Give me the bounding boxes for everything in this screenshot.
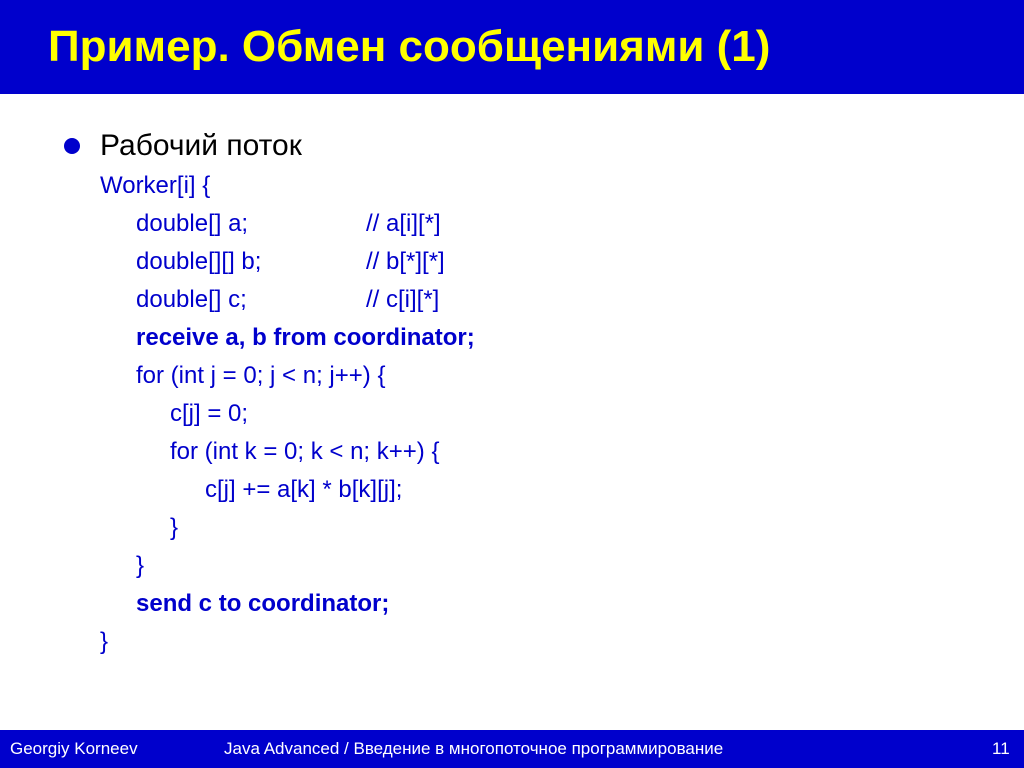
code-line-decl-b: double[][] b; xyxy=(136,248,262,275)
code-line-close-worker: } xyxy=(100,628,109,655)
code-comment-b: // b[*][*] xyxy=(366,248,445,275)
code-line-worker: Worker[i] { xyxy=(100,172,211,199)
code-line-close-j: } xyxy=(136,552,145,579)
code-line-close-k: } xyxy=(170,514,179,541)
code-line-decl-a: double[] a; xyxy=(136,210,249,237)
code-line-accumulate: c[j] += a[k] * b[k][j]; xyxy=(205,476,403,503)
code-line-receive: receive a, b from coordinator; xyxy=(136,324,475,351)
code-line-for-j: for (int j = 0; j < n; j++) { xyxy=(136,362,386,389)
code-line-init-c: c[j] = 0; xyxy=(170,400,249,427)
footer-course: Java Advanced / Введение в многопоточное программирование xyxy=(224,739,724,758)
footer-bar xyxy=(0,730,1024,768)
code-comment-a: // a[i][*] xyxy=(366,210,441,237)
code-comment-c: // c[i][*] xyxy=(366,286,440,313)
footer-author: Georgiy Korneev xyxy=(10,739,138,758)
bullet-heading: Рабочий поток xyxy=(100,129,302,162)
footer-page-number: 11 xyxy=(992,739,1010,758)
bullet-dot-icon xyxy=(64,138,80,154)
slide-title: Пример. Обмен сообщениями (1) xyxy=(48,22,771,71)
code-line-decl-c: double[] c; xyxy=(136,286,247,313)
code-line-for-k: for (int k = 0; k < n; k++) { xyxy=(170,438,440,465)
code-line-send: send c to coordinator; xyxy=(136,590,390,617)
